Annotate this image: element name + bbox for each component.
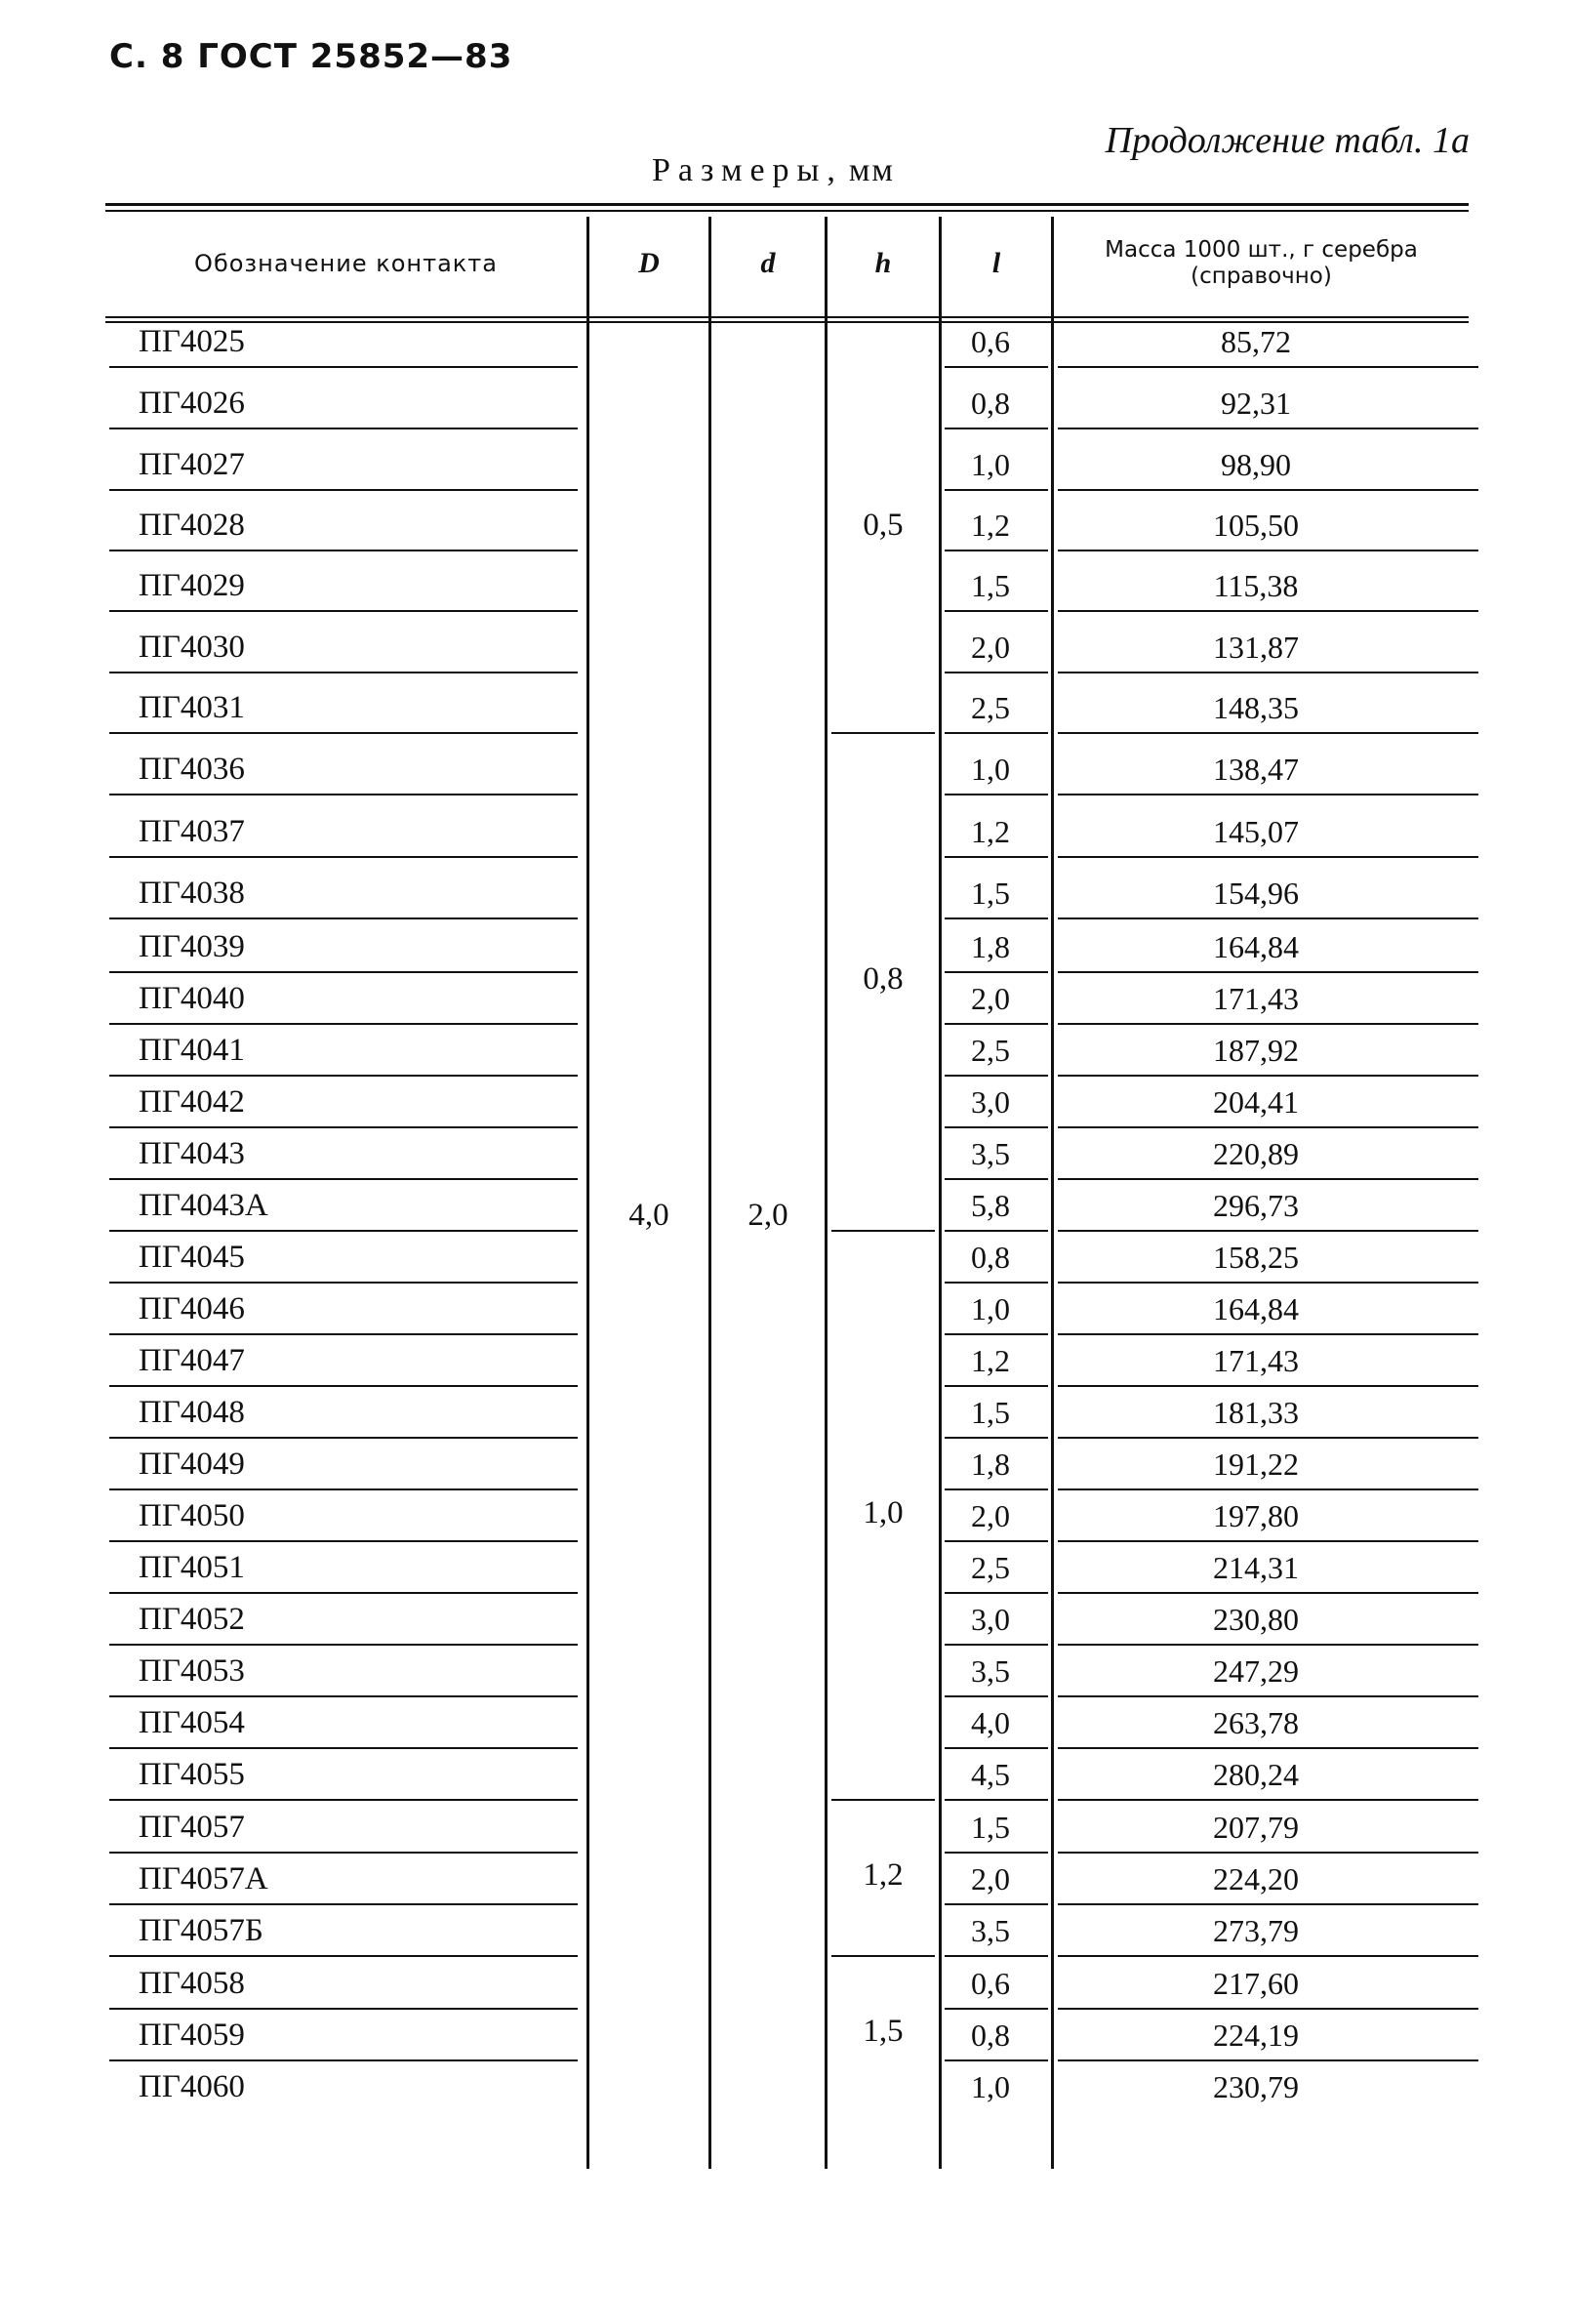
contact-code: ПГ4047 [139,1343,245,1378]
contact-code: ПГ4059 [139,2018,245,2053]
mass-value: 217,60 [1213,1966,1299,2001]
mass-header-line2: (справочно) [1191,264,1332,289]
l-value: 2,5 [971,1033,1010,1068]
mass-value: 247,29 [1213,1653,1299,1689]
mass-value: 164,84 [1213,929,1299,964]
h-group-separator [831,732,935,734]
contact-code: ПГ4028 [139,508,245,543]
units-mm: мм [848,152,895,188]
table-row [0,1023,1575,1075]
mass-value: 230,80 [1213,1602,1299,1637]
mass-value: 138,47 [1213,752,1299,787]
table-row [0,1695,1575,1747]
contact-code: ПГ4026 [139,386,245,421]
contact-code: ПГ4039 [139,929,245,964]
mass-value: 115,38 [1213,568,1299,603]
table-row [0,489,1575,550]
contact-code: ПГ4055 [139,1757,245,1792]
contact-code: ПГ4037 [139,814,245,849]
h-group-separator [831,1799,935,1801]
col-header-l: l [991,247,1001,279]
table-row [0,610,1575,672]
contact-code: ПГ4046 [139,1291,245,1326]
contact-code: ПГ4042 [139,1084,245,1120]
table-row [0,1747,1575,1799]
table-row [0,322,1575,366]
mass-value: 131,87 [1213,630,1299,665]
table-row [0,366,1575,428]
mass-value: 296,73 [1213,1188,1299,1223]
contact-code: ПГ4058 [139,1966,245,2001]
contact-code: ПГ4031 [139,690,245,725]
contact-code: ПГ4057А [139,1861,268,1896]
contact-code: ПГ4057 [139,1810,245,1845]
mass-value: 98,90 [1221,447,1291,482]
table-row [0,1852,1575,1903]
contact-code: ПГ4048 [139,1395,245,1430]
table-row [0,1437,1575,1488]
l-value: 1,8 [971,1447,1010,1482]
mass-value: 145,07 [1213,814,1299,849]
contact-code: ПГ4045 [139,1240,245,1275]
table-continuation-note: Продолжение табл. 1а [1105,120,1470,161]
contact-code: ПГ4054 [139,1705,245,1740]
table-row [0,1282,1575,1333]
table-top-rule-inner [105,210,1469,212]
l-value: 3,0 [971,1084,1010,1120]
merged-cell-h: 0,8 [863,961,904,997]
contact-code: ПГ4051 [139,1550,245,1585]
l-value: 1,5 [971,568,1010,603]
merged-cell-h: 0,5 [863,508,904,543]
mass-value: 207,79 [1213,1810,1299,1845]
mass-value: 273,79 [1213,1913,1299,1948]
table-row [0,856,1575,917]
mass-value: 263,78 [1213,1705,1299,1740]
contact-code: ПГ4049 [139,1447,245,1482]
l-value: 4,5 [971,1757,1010,1792]
table-row [0,1075,1575,1126]
mass-value: 158,25 [1213,1240,1299,1275]
l-value: 3,5 [971,1913,1010,1948]
l-value: 1,0 [971,1291,1010,1326]
table-row [0,794,1575,856]
l-value: 2,0 [971,981,1010,1016]
table-row [0,1385,1575,1437]
l-value: 3,5 [971,1653,1010,1689]
merged-cell-h: 1,2 [863,1857,904,1893]
contact-code: ПГ4060 [139,2069,245,2104]
page-header: С. 8 ГОСТ 25852—83 [109,37,513,76]
l-value: 2,0 [971,630,1010,665]
l-value: 1,0 [971,2069,1010,2104]
l-value: 5,8 [971,1188,1010,1223]
l-value: 1,2 [971,1343,1010,1378]
l-value: 3,5 [971,1136,1010,1171]
table-row [0,672,1575,732]
contact-code: ПГ4030 [139,630,245,665]
table-row [0,1230,1575,1282]
l-value: 1,2 [971,814,1010,849]
mass-value: 191,22 [1213,1447,1299,1482]
table-row [0,2059,1575,2111]
contact-code: ПГ4043А [139,1188,268,1223]
l-value: 2,5 [971,1550,1010,1585]
l-value: 0,6 [971,1966,1010,2001]
mass-value: 220,89 [1213,1136,1299,1171]
table-row [0,1333,1575,1385]
mass-value: 197,80 [1213,1498,1299,1533]
l-value: 2,5 [971,690,1010,725]
table-row [0,1488,1575,1540]
mass-value: 187,92 [1213,1033,1299,1068]
contact-code: ПГ4057Б [139,1913,263,1948]
l-value: 1,2 [971,508,1010,543]
mass-value: 148,35 [1213,690,1299,725]
table-row [0,550,1575,610]
col-header-mass [1054,217,1469,310]
l-value: 1,0 [971,447,1010,482]
l-value: 2,0 [971,1861,1010,1896]
mass-value: 154,96 [1213,876,1299,911]
l-value: 1,5 [971,1395,1010,1430]
mass-value: 224,20 [1213,1861,1299,1896]
mass-value: 280,24 [1213,1757,1299,1792]
table-row [0,1903,1575,1955]
contact-code: ПГ4050 [139,1498,245,1533]
units-label: Размеры, [652,152,843,188]
table-row [0,428,1575,489]
l-value: 4,0 [971,1705,1010,1740]
mass-value: 85,72 [1221,324,1291,359]
merged-cell-h: 1,5 [863,2014,904,2049]
table-row [0,732,1575,794]
contact-code: ПГ4025 [139,324,245,359]
table-row [0,1126,1575,1178]
col-header-d: d [760,247,776,279]
mass-value: 204,41 [1213,1084,1299,1120]
merged-cell-d: 2,0 [747,1197,788,1233]
l-value: 0,6 [971,324,1010,359]
mass-value: 224,19 [1213,2018,1299,2053]
contact-code: ПГ4027 [139,447,245,482]
table-row [0,917,1575,971]
l-value: 2,0 [971,1498,1010,1533]
mass-value: 171,43 [1213,981,1299,1016]
l-value: 1,8 [971,929,1010,964]
units-caption [652,152,895,189]
mass-value: 164,84 [1213,1291,1299,1326]
contact-code: ПГ4038 [139,876,245,911]
contact-code: ПГ4041 [139,1033,245,1068]
header-bottom-rule [105,316,1469,318]
l-value: 1,5 [971,876,1010,911]
mass-value: 214,31 [1213,1550,1299,1585]
contact-code: ПГ4036 [139,752,245,787]
l-value: 3,0 [971,1602,1010,1637]
l-value: 1,0 [971,752,1010,787]
table-row [0,1955,1575,2008]
col-header-D: D [638,247,660,279]
l-value: 0,8 [971,386,1010,421]
mass-value: 230,79 [1213,2069,1299,2104]
mass-header-line1: Масса 1000 шт., г серебра [1105,237,1418,263]
col-header-designation: Обозначение контакта [194,250,498,277]
l-value: 1,5 [971,1810,1010,1845]
contact-code: ПГ4052 [139,1602,245,1637]
table-row [0,1644,1575,1695]
contact-code: ПГ4053 [139,1653,245,1689]
contact-code: ПГ4040 [139,981,245,1016]
table-top-rule [105,203,1469,206]
contact-code: ПГ4029 [139,568,245,603]
merged-cell-D: 4,0 [628,1197,669,1233]
h-group-separator [831,1230,935,1232]
table-row [0,2008,1575,2059]
merged-cell-h: 1,0 [863,1494,904,1530]
col-header-h: h [874,247,892,279]
table-row [0,1540,1575,1592]
table-row [0,971,1575,1023]
table-row [0,1592,1575,1644]
mass-value: 171,43 [1213,1343,1299,1378]
h-group-separator [831,1955,935,1957]
mass-value: 92,31 [1221,386,1291,421]
table-row [0,1799,1575,1852]
contact-code: ПГ4043 [139,1136,245,1171]
mass-value: 181,33 [1213,1395,1299,1430]
l-value: 0,8 [971,1240,1010,1275]
mass-value: 105,50 [1213,508,1299,543]
l-value: 0,8 [971,2018,1010,2053]
